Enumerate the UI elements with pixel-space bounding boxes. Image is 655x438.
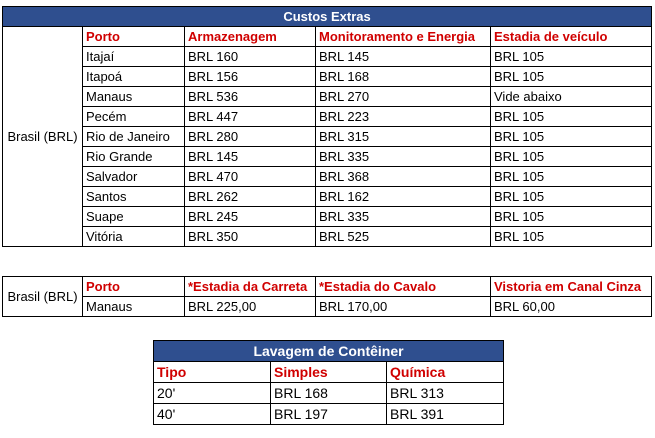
- manaus-region-label: Brasil (BRL): [3, 277, 83, 317]
- extras-cell: Salvador: [83, 167, 185, 187]
- extras-row: [3, 187, 652, 207]
- extras-cell: BRL 105: [491, 67, 652, 87]
- extras-cell: Rio de Janeiro: [83, 127, 185, 147]
- extras-cell: BRL 470: [185, 167, 316, 187]
- extras-cell: BRL 447: [185, 107, 316, 127]
- extras-cell: BRL 105: [491, 167, 652, 187]
- extras-cell: Manaus: [83, 87, 185, 107]
- extras-cell: BRL 335: [316, 207, 491, 227]
- lavagem-cell: BRL 168: [271, 383, 387, 404]
- extras-cell: BRL 105: [491, 107, 652, 127]
- manaus-cell: BRL 60,00: [491, 297, 652, 317]
- lavagem-row: [154, 383, 504, 404]
- lavagem-row: [154, 404, 504, 425]
- manaus-cell: BRL 225,00: [185, 297, 316, 317]
- extras-cell: BRL 105: [491, 147, 652, 167]
- extras-cell: BRL 262: [185, 187, 316, 207]
- manaus-header-porto: Porto: [83, 277, 185, 297]
- lavagem-cell: BRL 313: [387, 383, 504, 404]
- lavagem-cell: BRL 391: [387, 404, 504, 425]
- extras-title: Custos Extras: [3, 7, 652, 27]
- extras-cell: BRL 280: [185, 127, 316, 147]
- extras-row: [3, 167, 652, 187]
- extras-body: [3, 27, 652, 247]
- extras-cell: BRL 223: [316, 107, 491, 127]
- manaus-header-vistoria: Vistoria em Canal Cinza: [491, 277, 652, 297]
- extras-table: [2, 6, 652, 247]
- extras-cell: BRL 105: [491, 227, 652, 247]
- lavagem-body: [154, 362, 504, 425]
- extras-cell: Vide abaixo: [491, 87, 652, 107]
- extras-cell: BRL 145: [185, 147, 316, 167]
- extras-cell: BRL 105: [491, 127, 652, 147]
- extras-cell: BRL 105: [491, 47, 652, 67]
- extras-row: [3, 47, 652, 67]
- extras-cell: BRL 105: [491, 187, 652, 207]
- extras-header-porto: Porto: [83, 27, 185, 47]
- lavagem-header-simples: Simples: [271, 362, 387, 383]
- manaus-cell: Manaus: [83, 297, 185, 317]
- extras-region-label: [3, 27, 83, 247]
- extras-cell: BRL 105: [491, 207, 652, 227]
- extras-cell: BRL 315: [316, 127, 491, 147]
- extras-cell: BRL 245: [185, 207, 316, 227]
- extras-cell: Rio Grande: [83, 147, 185, 167]
- manaus-header-carreta: *Estadia da Carreta: [185, 277, 316, 297]
- extras-cell: Itajaí: [83, 47, 185, 67]
- extras-cell: BRL 162: [316, 187, 491, 207]
- extras-cell: Itapoá: [83, 67, 185, 87]
- extras-cell: BRL 156: [185, 67, 316, 87]
- extras-cell: Suape: [83, 207, 185, 227]
- manaus-header-cavalo: *Estadia do Cavalo: [316, 277, 491, 297]
- extras-row: [3, 107, 652, 127]
- extras-cell: BRL 335: [316, 147, 491, 167]
- extras-region-text: Brasil (BRL): [7, 128, 78, 144]
- manaus-row: [3, 297, 652, 317]
- lavagem-header-quimica: Química: [387, 362, 504, 383]
- extras-cell: Santos: [83, 187, 185, 207]
- lavagem-title: Lavagem de Contêiner: [154, 341, 504, 362]
- extras-cell: Pecém: [83, 107, 185, 127]
- extras-cell: BRL 536: [185, 87, 316, 107]
- extras-cell: BRL 368: [316, 167, 491, 187]
- lavagem-table: [153, 340, 504, 425]
- lavagem-cell: 20': [154, 383, 271, 404]
- lavagem-cell: BRL 197: [271, 404, 387, 425]
- extras-cell: BRL 160: [185, 47, 316, 67]
- extras-row: [3, 227, 652, 247]
- extras-row: [3, 207, 652, 227]
- extras-header-monitoramento: Monitoramento e Energia: [316, 27, 491, 47]
- manaus-cell: BRL 170,00: [316, 297, 491, 317]
- extras-cell: BRL 350: [185, 227, 316, 247]
- extras-cell: Vitória: [83, 227, 185, 247]
- extras-header-estadia: Estadia de veículo: [491, 27, 652, 47]
- manaus-body: [3, 277, 652, 317]
- manaus-table: [2, 276, 652, 317]
- extras-cell: BRL 145: [316, 47, 491, 67]
- extras-row: [3, 147, 652, 167]
- extras-cell: BRL 168: [316, 67, 491, 87]
- extras-row: [3, 87, 652, 107]
- extras-header-armazenagem: Armazenagem: [185, 27, 316, 47]
- extras-row: [3, 67, 652, 87]
- extras-cell: BRL 525: [316, 227, 491, 247]
- extras-row: [3, 127, 652, 147]
- lavagem-cell: 40': [154, 404, 271, 425]
- lavagem-header-tipo: Tipo: [154, 362, 271, 383]
- extras-cell: BRL 270: [316, 87, 491, 107]
